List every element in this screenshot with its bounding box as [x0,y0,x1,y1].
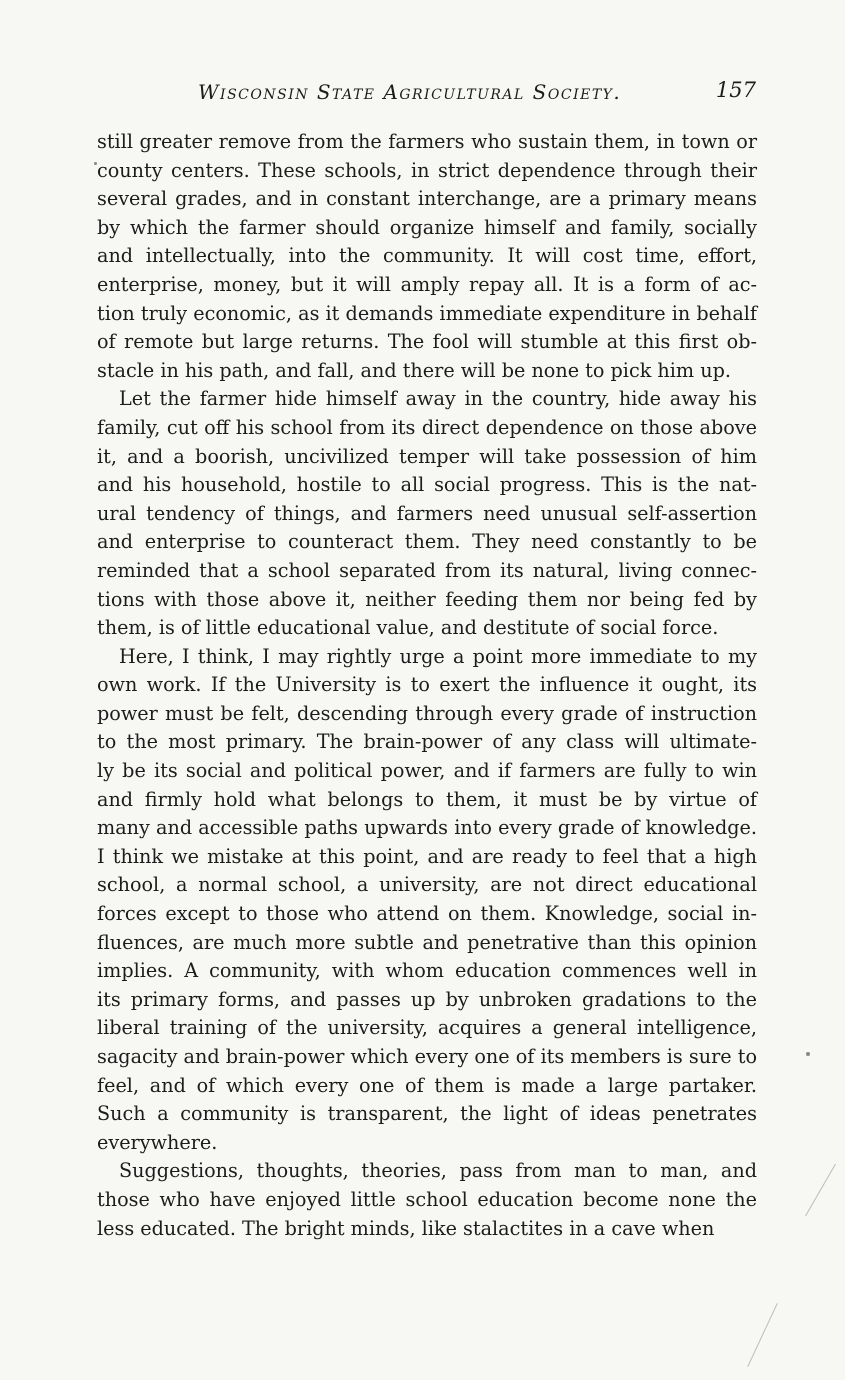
text-line: tions with those above it, neither feeding them nor being fed by [97,587,757,611]
text-line: by which the farmer should organize himself and family, socially [97,215,757,239]
running-head: Wisconsin State Agricultural Society. [198,80,622,104]
text-line: several grades, and in constant interchange, are a primary means [97,187,757,211]
text-line: forces except to those who attend on them. Knowledge, social in- [97,902,757,926]
text-line: enterprise, money, but it will amply repay all. It is a form of ac- [97,272,757,296]
text-line: tion truly economic, as it demands immediate expenditure in behalf [97,301,757,325]
text-line: less educated. The bright minds, like stalactites in a cave when [97,1216,715,1240]
text-line: Suggestions, thoughts, theories, pass from man to man, and [119,1159,757,1183]
text-line: it, and a boorish, uncivilized temper will take possession of him [97,444,757,468]
scan-speck [806,1052,810,1056]
page-number: 157 [715,78,756,102]
text-line: Such a community is transparent, the light of ideas penetrates [97,1102,757,1126]
text-line: family, cut off his school from its direct dependence on those above [97,415,757,439]
body-text [97,128,757,1243]
text-line: power must be felt, descending through every grade of instruction [97,701,757,725]
text-line: and enterprise to counteract them. They need constantly to be [97,530,757,554]
text-line: and intellectually, into the community. It will cost time, effort, [97,244,757,268]
text-line: Let the farmer hide himself away in the country, hide away his [119,387,757,411]
page-header [198,80,760,110]
text-line: school, a normal school, a university, are not direct educational [97,873,757,897]
text-line: everywhere. [97,1130,218,1154]
text-line: fluences, are much more subtle and penetrative than this opinion [97,930,757,954]
text-line: sagacity and brain-power which every one of its members is sure to [97,1045,757,1068]
text-line: and his household, hostile to all social progress. This is the nat- [97,473,757,497]
text-line: implies. A community, with whom education commences well in [97,959,757,983]
text-line: reminded that a school separated from its natural, living connec- [97,558,757,582]
text-line: Here, I think, I may rightly urge a point more immediate to my [119,644,757,668]
text-line: liberal training of the university, acquires a general intelligence, [97,1016,757,1040]
text-line: many and accessible paths upwards into every grade of knowledge. [97,816,757,840]
text-line: still greater remove from the farmers who sustain them, in town or [97,130,757,153]
text-line: its primary forms, and passes up by unbroken gradations to the [97,987,757,1011]
text-line: own work. If the University is to exert the influence it ought, its [97,673,757,697]
text-line: them, is of little educational value, and destitute of social force. [97,616,719,640]
text-line: stacle in his path, and fall, and there will be none to pick him up. [97,358,731,382]
text-line: ly be its social and political power, and if farmers are fully to win [97,759,757,783]
text-line: county centers. These schools, in strict dependence through their [97,158,757,182]
text-line: ural tendency of things, and farmers need unusual self-assertion [97,501,757,525]
text-line: and firmly hold what belongs to them, it must be by virtue of [97,787,757,811]
text-line: I think we mistake at this point, and are ready to feel that a high [97,844,757,868]
scan-speck [94,162,97,165]
text-line: feel, and of which every one of them is made a large partaker. [97,1073,757,1097]
scan-mark [805,1164,836,1216]
text-line: of remote but large returns. The fool will stumble at this first ob- [97,330,757,354]
scan-mark [747,1303,777,1367]
text-line: those who have enjoyed little school education become none the [97,1187,757,1211]
text-line: to the most primary. The brain-power of any class will ultimate- [97,730,757,754]
